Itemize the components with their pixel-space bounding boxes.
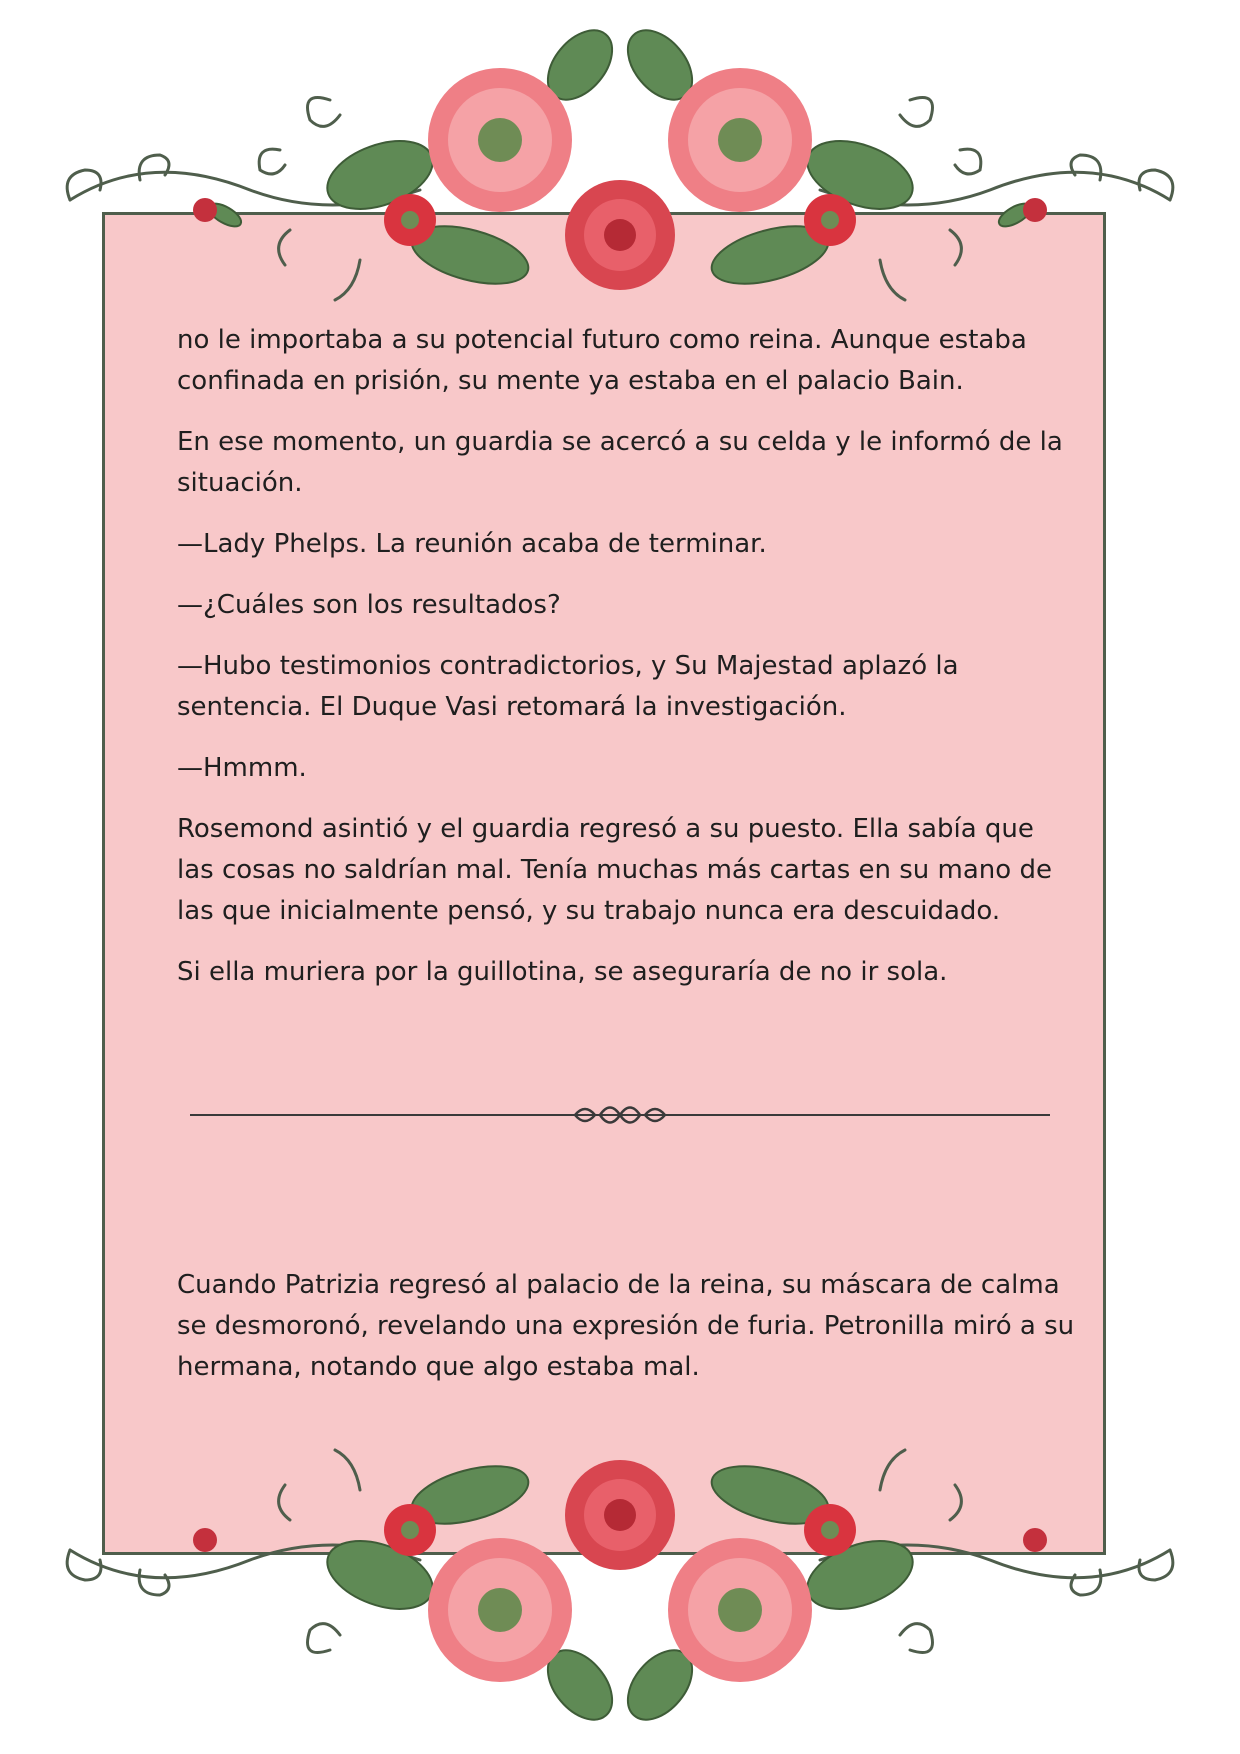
paragraph: Rosemond asintió y el guardia regresó a su puesto. Ella sabía que las cosas no saldrían mal. Tenía muchas más cartas en su mano de las que inicialmente pensó, y su trabajo nunca era descuidado.	[177, 814, 1052, 926]
dialogue-line: —Hmmm.	[177, 753, 307, 783]
paragraph: Si ella muriera por la guillotina, se aseguraría de no ir sola.	[177, 957, 948, 987]
dialogue-line: —Hubo testimonios contradictorios, y Su Majestad aplazó la sentencia. El Duque Vasi retomará la investigación.	[177, 651, 959, 722]
dialogue-line: —Lady Phelps. La reunión acaba de terminar.	[177, 529, 767, 559]
story-text-top	[177, 320, 1077, 1013]
top-rose-ornament-icon	[0, 0, 1240, 330]
paragraph: Cuando Patrizia regresó al palacio de la reina, su máscara de calma se desmoronó, revelando una expresión de furia. Petronilla miró a su hermana, notando que algo estaba mal.	[177, 1270, 1075, 1382]
dialogue-line: —¿Cuáles son los resultados?	[177, 590, 561, 620]
paragraph: En ese momento, un guardia se acercó a su celda y le informó de la situación.	[177, 427, 1063, 498]
scroll-divider-icon	[190, 1095, 1050, 1135]
story-text-bottom	[177, 1265, 1077, 1408]
paragraph: no le importaba a su potencial futuro como reina. Aunque estaba confinada en prisión, su mente ya estaba en el palacio Bain.	[177, 325, 1027, 396]
bottom-rose-ornament-icon	[0, 1420, 1240, 1750]
